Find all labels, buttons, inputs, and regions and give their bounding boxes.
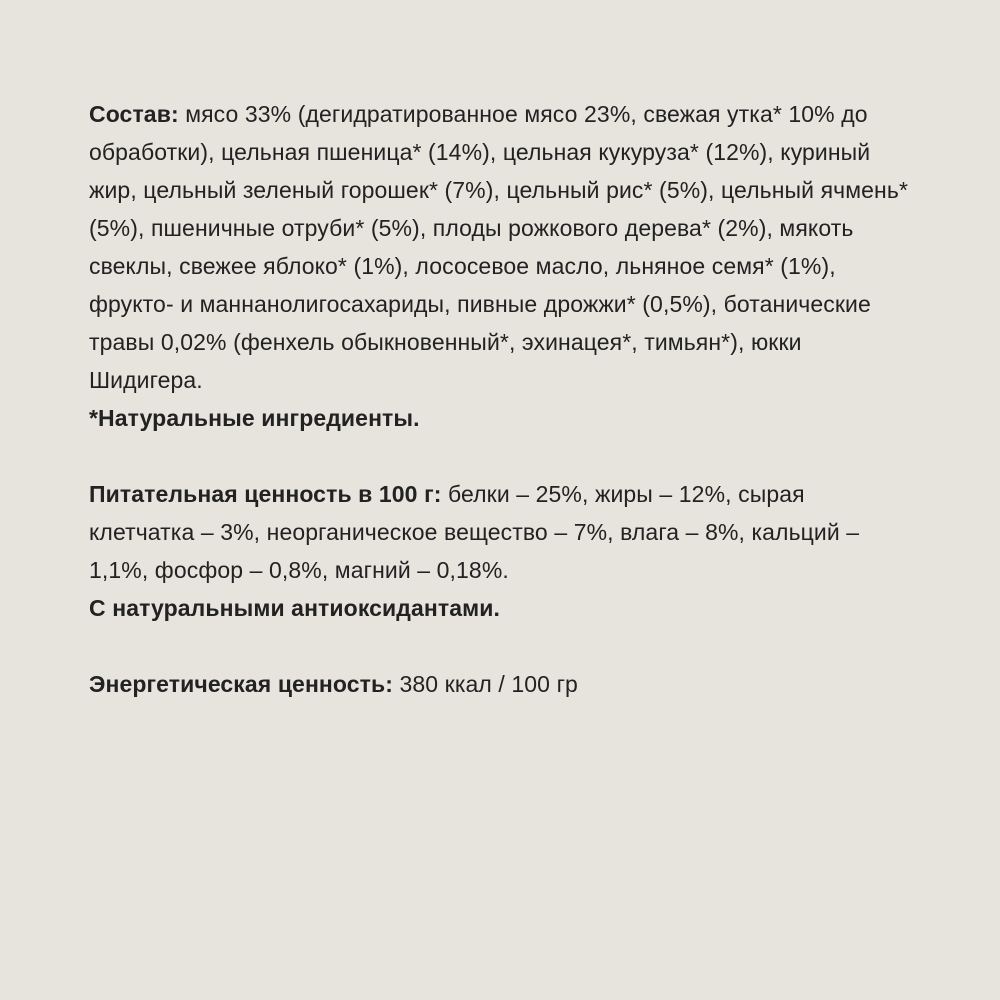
nutrition-label: Питательная ценность в 100 г: <box>89 481 442 507</box>
composition-label: Состав: <box>89 101 179 127</box>
natural-ingredients-note: *Натуральные ингредиенты. <box>89 405 420 431</box>
composition-text: мясо 33% (дегидратированное мясо 23%, свежая утка* 10% до обработки), цельная пшеница* (14%), цельная кукуруза* (12%), куриный жир, цельный зеленый горошек* (7%), цельный рис* (5%), цельный ячмень* (5%), пшеничные отруби* (5%), плоды рожкового дерева* (2%), мякоть свеклы, свежее яблоко* (1%), лососевое масло, льняное семя* (1%), фрукто- и маннанолигосахариды, пивные дрожжи* (0,5%), ботанические травы 0,02% (фенхель обыкновенный*, эхинацея*, тимьян*), юкки Шидигера. <box>89 101 908 393</box>
energy-section <box>89 665 914 703</box>
energy-label: Энергетическая ценность: <box>89 671 394 697</box>
nutrition-text: белки – 25%, жиры – 12%, сырая клетчатка – 3%, неорганическое вещество – 7%, влага – 8%, кальций – 1,1%, фосфор – 0,8%, магний – 0,18%. <box>89 481 860 583</box>
nutrition-section <box>89 475 914 627</box>
antioxidants-note: С натуральными антиоксидантами. <box>89 595 500 621</box>
energy-text: 380 ккал / 100 гр <box>393 671 578 697</box>
composition-section <box>89 95 914 437</box>
